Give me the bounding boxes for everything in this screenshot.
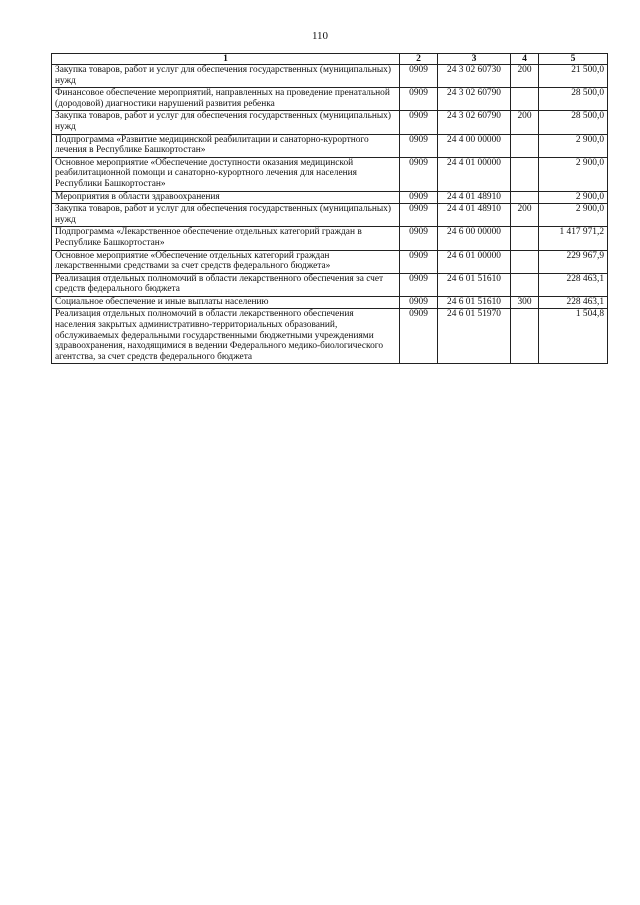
table-row <box>52 65 608 88</box>
column-header-type: 4 <box>511 54 539 65</box>
row-type-cell: 200 <box>511 111 539 134</box>
column-header-sum: 5 <box>539 54 608 65</box>
row-type-cell <box>511 191 539 204</box>
row-section-cell: 0909 <box>400 157 438 191</box>
row-name-cell: Реализация отдельных полномочий в области лекарственного обеспечения населения закрытых административно-территориальных образований, обслуживаемых федеральными государственными бюджетными учреждениями здравоохранения, находящимися в ведении Федерального медико-биологического агентства, за счет средств федерального бюджета <box>52 309 400 364</box>
row-code-cell: 24 6 01 00000 <box>438 250 511 273</box>
table-row <box>52 250 608 273</box>
table-row <box>52 227 608 250</box>
row-type-cell <box>511 134 539 157</box>
row-name-cell: Социальное обеспечение и иные выплаты населению <box>52 296 400 309</box>
row-section-cell: 0909 <box>400 273 438 296</box>
row-sum-cell: 1 504,8 <box>539 309 608 364</box>
row-sum-cell: 2 900,0 <box>539 134 608 157</box>
row-code-cell: 24 3 02 60730 <box>438 65 511 88</box>
row-type-cell <box>511 88 539 111</box>
row-section-cell: 0909 <box>400 296 438 309</box>
row-code-cell: 24 4 01 48910 <box>438 204 511 227</box>
row-code-cell: 24 4 01 48910 <box>438 191 511 204</box>
row-name-cell: Реализация отдельных полномочий в области лекарственного обеспечения за счет средств федерального бюджета <box>52 273 400 296</box>
table-row <box>52 88 608 111</box>
column-header-section: 2 <box>400 54 438 65</box>
table-row <box>52 111 608 134</box>
row-code-cell: 24 6 01 51610 <box>438 296 511 309</box>
row-type-cell <box>511 309 539 364</box>
row-section-cell: 0909 <box>400 88 438 111</box>
row-type-cell <box>511 157 539 191</box>
row-sum-cell: 2 900,0 <box>539 157 608 191</box>
table-row <box>52 157 608 191</box>
row-name-cell: Закупка товаров, работ и услуг для обеспечения государственных (муниципальных) нужд <box>52 65 400 88</box>
table-row <box>52 296 608 309</box>
row-type-cell: 200 <box>511 204 539 227</box>
row-code-cell: 24 6 01 51610 <box>438 273 511 296</box>
row-code-cell: 24 6 01 51970 <box>438 309 511 364</box>
row-section-cell: 0909 <box>400 65 438 88</box>
row-code-cell: 24 3 02 60790 <box>438 111 511 134</box>
row-type-cell <box>511 250 539 273</box>
row-name-cell: Мероприятия в области здравоохранения <box>52 191 400 204</box>
row-section-cell: 0909 <box>400 204 438 227</box>
column-header-code: 3 <box>438 54 511 65</box>
row-code-cell: 24 4 00 00000 <box>438 134 511 157</box>
row-type-cell <box>511 227 539 250</box>
row-sum-cell: 2 900,0 <box>539 191 608 204</box>
row-name-cell: Закупка товаров, работ и услуг для обеспечения государственных (муниципальных) нужд <box>52 111 400 134</box>
row-sum-cell: 228 463,1 <box>539 296 608 309</box>
table-header-row <box>52 54 608 65</box>
row-name-cell: Основное мероприятие «Обеспечение доступности оказания медицинской реабилитационной помощи и санаторно-курортного лечения для населения Республики Башкортостан» <box>52 157 400 191</box>
row-sum-cell: 2 900,0 <box>539 204 608 227</box>
table-row <box>52 191 608 204</box>
row-sum-cell: 21 500,0 <box>539 65 608 88</box>
row-section-cell: 0909 <box>400 250 438 273</box>
table-row <box>52 134 608 157</box>
row-section-cell: 0909 <box>400 191 438 204</box>
row-type-cell: 300 <box>511 296 539 309</box>
row-section-cell: 0909 <box>400 111 438 134</box>
row-section-cell: 0909 <box>400 309 438 364</box>
table-row <box>52 204 608 227</box>
row-code-cell: 24 4 01 00000 <box>438 157 511 191</box>
row-code-cell: 24 6 00 00000 <box>438 227 511 250</box>
row-sum-cell: 1 417 971,2 <box>539 227 608 250</box>
column-header-name: 1 <box>52 54 400 65</box>
row-type-cell: 200 <box>511 65 539 88</box>
row-name-cell: Подпрограмма «Развитие медицинской реабилитации и санаторно-курортного лечения в Республике Башкортостан» <box>52 134 400 157</box>
row-section-cell: 0909 <box>400 134 438 157</box>
row-sum-cell: 28 500,0 <box>539 111 608 134</box>
row-sum-cell: 229 967,9 <box>539 250 608 273</box>
budget-table <box>51 53 608 364</box>
row-sum-cell: 228 463,1 <box>539 273 608 296</box>
row-name-cell: Финансовое обеспечение мероприятий, направленных на проведение пренатальной (дородовой) диагностики нарушений развития ребенка <box>52 88 400 111</box>
table-row <box>52 309 608 364</box>
row-sum-cell: 28 500,0 <box>539 88 608 111</box>
row-name-cell: Закупка товаров, работ и услуг для обеспечения государственных (муниципальных) нужд <box>52 204 400 227</box>
row-name-cell: Основное мероприятие «Обеспечение отдельных категорий граждан лекарственными средствами за счет средств федерального бюджета» <box>52 250 400 273</box>
row-type-cell <box>511 273 539 296</box>
row-section-cell: 0909 <box>400 227 438 250</box>
page-number: 110 <box>311 30 329 42</box>
row-name-cell: Подпрограмма «Лекарственное обеспечение отдельных категорий граждан в Республике Башкортостан» <box>52 227 400 250</box>
table-row <box>52 273 608 296</box>
row-code-cell: 24 3 02 60790 <box>438 88 511 111</box>
